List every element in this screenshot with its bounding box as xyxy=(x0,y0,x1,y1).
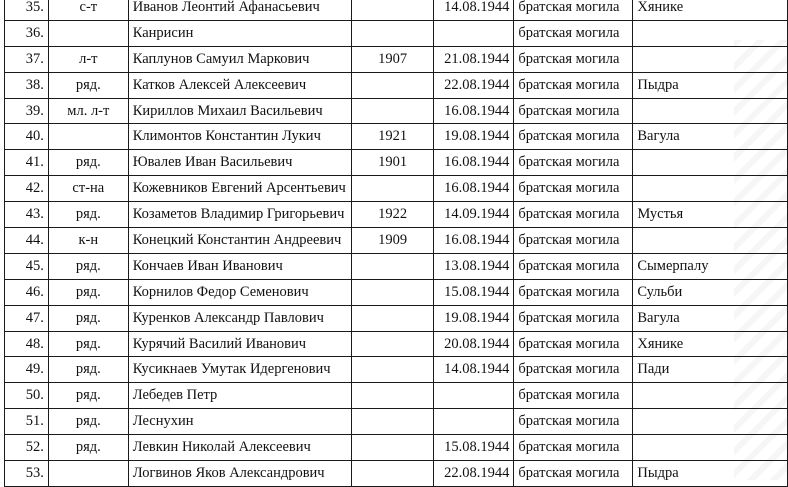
burial-type-cell: братская могила xyxy=(514,98,633,124)
place-cell xyxy=(633,409,788,435)
table-row xyxy=(5,98,788,124)
table-row xyxy=(5,150,788,176)
row-number: 47. xyxy=(5,305,49,331)
birth-year-cell xyxy=(351,0,434,20)
burial-type-cell: братская могила xyxy=(514,202,633,228)
birth-year-cell xyxy=(351,72,434,98)
burial-type-cell: братская могила xyxy=(514,383,633,409)
birth-year-cell: 1909 xyxy=(351,228,434,254)
place-cell xyxy=(633,435,788,461)
rank-cell: ряд. xyxy=(48,150,128,176)
birth-year-cell xyxy=(351,176,434,202)
birth-year-cell: 1922 xyxy=(351,202,434,228)
birth-year-cell: 1921 xyxy=(351,124,434,150)
row-number: 38. xyxy=(5,72,49,98)
row-number: 39. xyxy=(5,98,49,124)
rank-cell xyxy=(48,461,128,487)
burial-type-cell: братская могила xyxy=(514,20,633,46)
rank-cell xyxy=(48,20,128,46)
row-number: 41. xyxy=(5,150,49,176)
death-date-cell: 15.08.1944 xyxy=(434,435,514,461)
burial-type-cell: братская могила xyxy=(514,305,633,331)
death-date-cell: 13.08.1944 xyxy=(434,253,514,279)
place-cell xyxy=(633,228,788,254)
rank-cell: ряд. xyxy=(48,72,128,98)
death-date-cell: 14.09.1944 xyxy=(434,202,514,228)
rank-cell xyxy=(48,124,128,150)
place-cell xyxy=(633,383,788,409)
name-cell: Катков Алексей Алексеевич xyxy=(128,72,351,98)
row-number: 49. xyxy=(5,357,49,383)
row-number: 48. xyxy=(5,331,49,357)
death-date-cell: 16.08.1944 xyxy=(434,228,514,254)
name-cell: Леснухин xyxy=(128,409,351,435)
burial-type-cell: братская могила xyxy=(514,253,633,279)
rank-cell: ряд. xyxy=(48,409,128,435)
death-date-cell: 16.08.1944 xyxy=(434,98,514,124)
table-row xyxy=(5,72,788,98)
place-cell: Пыдра xyxy=(633,72,788,98)
death-date-cell: 16.08.1944 xyxy=(434,176,514,202)
place-cell xyxy=(633,150,788,176)
death-date-cell: 22.08.1944 xyxy=(434,461,514,487)
name-cell: Козаметов Владимир Григорьевич xyxy=(128,202,351,228)
death-date-cell: 14.08.1944 xyxy=(434,0,514,20)
name-cell: Левкин Николай Алексеевич xyxy=(128,435,351,461)
place-cell: Сымерпалу xyxy=(633,253,788,279)
rank-cell: ряд. xyxy=(48,383,128,409)
place-cell: Сульби xyxy=(633,279,788,305)
name-cell: Иванов Леонтий Афанасьевич xyxy=(128,0,351,20)
death-date-cell: 15.08.1944 xyxy=(434,279,514,305)
table-row xyxy=(5,305,788,331)
birth-year-cell xyxy=(351,357,434,383)
row-number: 35. xyxy=(5,0,49,20)
table-row xyxy=(5,461,788,487)
death-date-cell xyxy=(434,409,514,435)
row-number: 51. xyxy=(5,409,49,435)
burial-type-cell: братская могила xyxy=(514,72,633,98)
table-row xyxy=(5,357,788,383)
name-cell: Корнилов Федор Семенович xyxy=(128,279,351,305)
name-cell: Логвинов Яков Александрович xyxy=(128,461,351,487)
rank-cell: к-н xyxy=(48,228,128,254)
rank-cell: ряд. xyxy=(48,435,128,461)
table-row xyxy=(5,228,788,254)
burial-roster-table xyxy=(4,0,788,487)
burial-type-cell: братская могила xyxy=(514,461,633,487)
name-cell: Конецкий Константин Андреевич xyxy=(128,228,351,254)
name-cell: Курячий Василий Иванович xyxy=(128,331,351,357)
rank-cell: ряд. xyxy=(48,279,128,305)
row-number: 40. xyxy=(5,124,49,150)
place-cell xyxy=(633,98,788,124)
row-number: 46. xyxy=(5,279,49,305)
row-number: 50. xyxy=(5,383,49,409)
rank-cell: ряд. xyxy=(48,253,128,279)
name-cell: Лебедев Петр xyxy=(128,383,351,409)
burial-type-cell: братская могила xyxy=(514,409,633,435)
name-cell: Кожевников Евгений Арсентьевич xyxy=(128,176,351,202)
birth-year-cell xyxy=(351,279,434,305)
name-cell: Ювалев Иван Васильевич xyxy=(128,150,351,176)
burial-type-cell: братская могила xyxy=(514,46,633,72)
name-cell: Канрисин xyxy=(128,20,351,46)
death-date-cell: 21.08.1944 xyxy=(434,46,514,72)
table-row xyxy=(5,20,788,46)
place-cell xyxy=(633,20,788,46)
table-row xyxy=(5,383,788,409)
table-row xyxy=(5,0,788,20)
place-cell: Хянике xyxy=(633,331,788,357)
burial-type-cell: братская могила xyxy=(514,150,633,176)
name-cell: Кусикнаев Умутак Идергенович xyxy=(128,357,351,383)
place-cell xyxy=(633,176,788,202)
death-date-cell xyxy=(434,383,514,409)
birth-year-cell xyxy=(351,305,434,331)
row-number: 42. xyxy=(5,176,49,202)
death-date-cell: 20.08.1944 xyxy=(434,331,514,357)
place-cell: Мустья xyxy=(633,202,788,228)
death-date-cell: 22.08.1944 xyxy=(434,72,514,98)
place-cell: Хянике xyxy=(633,0,788,20)
burial-type-cell: братская могила xyxy=(514,124,633,150)
row-number: 45. xyxy=(5,253,49,279)
rank-cell: ряд. xyxy=(48,331,128,357)
place-cell: Пади xyxy=(633,357,788,383)
birth-year-cell xyxy=(351,20,434,46)
death-date-cell: 14.08.1944 xyxy=(434,357,514,383)
rank-cell: с-т xyxy=(48,0,128,20)
place-cell xyxy=(633,46,788,72)
table-row xyxy=(5,435,788,461)
name-cell: Куренков Александр Павлович xyxy=(128,305,351,331)
name-cell: Кириллов Михаил Васильевич xyxy=(128,98,351,124)
row-number: 43. xyxy=(5,202,49,228)
burial-type-cell: братская могила xyxy=(514,357,633,383)
death-date-cell xyxy=(434,20,514,46)
row-number: 53. xyxy=(5,461,49,487)
rank-cell: ряд. xyxy=(48,357,128,383)
table-row xyxy=(5,279,788,305)
burial-type-cell: братская могила xyxy=(514,279,633,305)
rank-cell: ст-на xyxy=(48,176,128,202)
table-row xyxy=(5,46,788,72)
birth-year-cell xyxy=(351,331,434,357)
burial-type-cell: братская могила xyxy=(514,0,633,20)
burial-type-cell: братская могила xyxy=(514,435,633,461)
row-number: 37. xyxy=(5,46,49,72)
burial-type-cell: братская могила xyxy=(514,176,633,202)
death-date-cell: 16.08.1944 xyxy=(434,150,514,176)
burial-type-cell: братская могила xyxy=(514,228,633,254)
table-row xyxy=(5,202,788,228)
birth-year-cell xyxy=(351,98,434,124)
place-cell: Пыдра xyxy=(633,461,788,487)
burial-type-cell: братская могила xyxy=(514,331,633,357)
name-cell: Каплунов Самуил Маркович xyxy=(128,46,351,72)
name-cell: Климонтов Константин Лукич xyxy=(128,124,351,150)
birth-year-cell: 1907 xyxy=(351,46,434,72)
birth-year-cell: 1901 xyxy=(351,150,434,176)
row-number: 36. xyxy=(5,20,49,46)
table-row xyxy=(5,253,788,279)
table-row xyxy=(5,409,788,435)
roster-body xyxy=(5,0,788,486)
table-row xyxy=(5,176,788,202)
birth-year-cell xyxy=(351,409,434,435)
place-cell: Вагула xyxy=(633,124,788,150)
table-row xyxy=(5,124,788,150)
death-date-cell: 19.08.1944 xyxy=(434,124,514,150)
birth-year-cell xyxy=(351,383,434,409)
rank-cell: ряд. xyxy=(48,305,128,331)
row-number: 44. xyxy=(5,228,49,254)
place-cell: Вагула xyxy=(633,305,788,331)
birth-year-cell xyxy=(351,253,434,279)
birth-year-cell xyxy=(351,461,434,487)
birth-year-cell xyxy=(351,435,434,461)
rank-cell: мл. л-т xyxy=(48,98,128,124)
table-row xyxy=(5,331,788,357)
name-cell: Кончаев Иван Иванович xyxy=(128,253,351,279)
rank-cell: ряд. xyxy=(48,202,128,228)
death-date-cell: 19.08.1944 xyxy=(434,305,514,331)
row-number: 52. xyxy=(5,435,49,461)
rank-cell: л-т xyxy=(48,46,128,72)
